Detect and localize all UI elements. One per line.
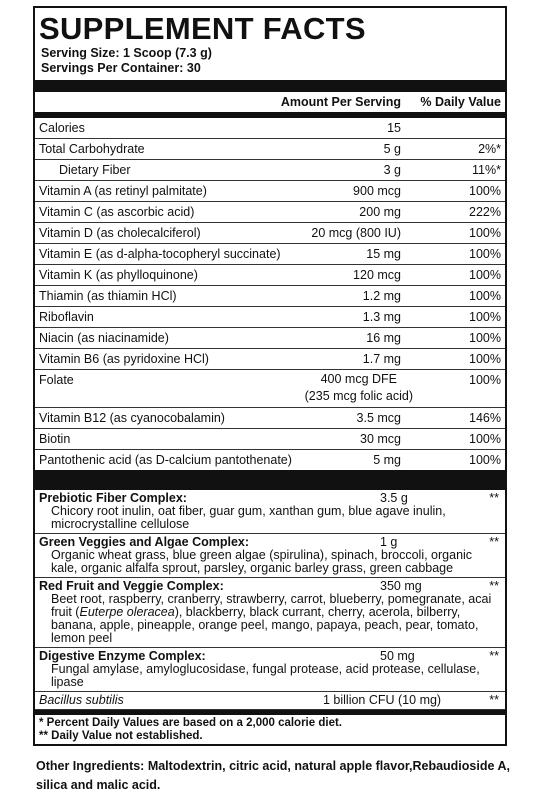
nutrient-name: Vitamin B12 (as cyanocobalamin) — [39, 411, 225, 425]
nutrient-dv: 100% — [469, 453, 501, 467]
nutrient-row — [35, 370, 505, 408]
bacillus-name: Bacillus subtilis — [39, 693, 124, 707]
nutrient-row — [35, 286, 505, 307]
blend-row — [35, 648, 505, 692]
bacillus-dv: ** — [489, 693, 499, 707]
nutrient-row — [35, 265, 505, 286]
nutrient-name: Thiamin (as thiamin HCl) — [39, 289, 177, 303]
nutrient-dv: 11%* — [472, 163, 501, 177]
blend-amount: 3.5 g — [380, 491, 408, 505]
blend-name: Digestive Enzyme Complex: — [39, 649, 206, 663]
nutrient-amount: 3.5 mcg — [356, 411, 401, 425]
folate-amount-detail: (235 mcg folic acid) — [304, 389, 413, 403]
nutrient-dv: 100% — [469, 352, 501, 366]
nutrient-name: Vitamin E (as d-alpha-tocopheryl succinate) — [39, 247, 281, 261]
bacillus-amount: 1 billion CFU (10 mg) — [323, 693, 442, 707]
thick-divider — [35, 470, 505, 490]
blend-row — [35, 578, 505, 648]
nutrient-name: Folate — [39, 373, 74, 387]
blend-amount: 1 g — [380, 535, 398, 549]
nutrient-row — [35, 118, 505, 139]
nutrient-row — [35, 223, 505, 244]
nutrient-amount: 900 mcg — [353, 184, 401, 198]
nutrient-amount: 1.3 mg — [362, 310, 401, 324]
nutrient-name: Pantothenic acid (as D-calcium pantothenate) — [39, 453, 292, 467]
panel-title: SUPPLEMENT FACTS — [39, 11, 366, 46]
nutrient-dv: 100% — [469, 268, 501, 282]
serving-size: Serving Size: 1 Scoop (7.3 g) — [41, 46, 212, 60]
nutrient-dv: 100% — [469, 310, 501, 324]
other-ingredients-text: Maltodextrin, citric acid, natural apple flavor,Rebaudioside A, silica and malic acid. — [36, 759, 510, 792]
nutrient-dv: 2%* — [478, 142, 501, 156]
blend-name: Green Veggies and Algae Complex: — [39, 535, 250, 549]
blend-dv: ** — [489, 535, 499, 549]
blend-row — [35, 490, 505, 534]
dv-header: % Daily Value — [420, 95, 501, 109]
nutrient-row — [35, 139, 505, 160]
nutrient-row — [35, 328, 505, 349]
nutrient-dv: 100% — [469, 331, 501, 345]
nutrient-dv: 100% — [469, 184, 501, 198]
folate-amount: 400 mcg DFE — [320, 372, 398, 386]
blend-amount: 350 mg — [380, 579, 422, 593]
nutrient-row — [35, 408, 505, 429]
servings-per-container: Servings Per Container: 30 — [41, 61, 201, 75]
nutrient-amount — [305, 371, 413, 405]
blend-dv: ** — [489, 579, 499, 593]
nutrient-amount: 1.2 mg — [362, 289, 401, 303]
blend-name: Prebiotic Fiber Complex: — [39, 491, 187, 505]
nutrient-amount: 20 mcg (800 IU) — [311, 226, 401, 240]
nutrient-row — [35, 160, 505, 181]
column-header — [35, 92, 505, 112]
nutrient-table — [35, 118, 505, 470]
nutrient-row — [35, 349, 505, 370]
nutrient-name: Vitamin D (as cholecalciferol) — [39, 226, 201, 240]
ingredients-italic: Euterpe oleracea — [79, 605, 175, 619]
nutrient-row — [35, 202, 505, 223]
blend-dv: ** — [489, 649, 499, 663]
nutrient-dv: 100% — [469, 247, 501, 261]
blend-ingredients: Chicory root inulin, oat fiber, guar gum, xanthan gum, blue agave inulin, microcrystalline cellulose — [51, 504, 446, 531]
nutrient-amount: 30 mcg — [360, 432, 401, 446]
blend-ingredients: Organic wheat grass, blue green algae (spirulina), spinach, broccoli, organic kale, organic alfalfa sprout, parsley, organic barley grass, green cabbage — [51, 548, 473, 575]
nutrient-amount: 16 mg — [366, 331, 401, 345]
nutrient-name: Biotin — [39, 432, 71, 446]
blend-dv: ** — [489, 491, 499, 505]
nutrient-amount: 3 g — [383, 163, 401, 177]
nutrient-dv: 146% — [469, 411, 501, 425]
nutrient-amount: 15 mg — [366, 247, 401, 261]
nutrient-name: Niacin (as niacinamide) — [39, 331, 169, 345]
nutrient-name: Calories — [39, 121, 85, 135]
nutrient-name: Vitamin K (as phylloquinone) — [39, 268, 198, 282]
nutrient-name: Total Carbohydrate — [39, 142, 145, 156]
other-ingredients-label: Other Ingredients: — [36, 759, 145, 773]
nutrient-dv: 100% — [469, 289, 501, 303]
other-ingredients — [36, 757, 526, 795]
blend-ingredients: Fungal amylase, amyloglucosidase, fungal protease, acid protease, cellulase, lipase — [51, 662, 480, 689]
nutrient-amount: 1.7 mg — [362, 352, 401, 366]
nutrient-name: Dietary Fiber — [59, 163, 131, 177]
nutrient-name: Riboflavin — [39, 310, 94, 324]
nutrient-row — [35, 450, 505, 470]
blend-ingredients — [39, 593, 501, 645]
nutrient-dv: 100% — [469, 432, 501, 446]
nutrient-dv: 222% — [469, 205, 501, 219]
amount-header: Amount Per Serving — [280, 95, 401, 109]
supplement-facts-panel — [33, 6, 507, 746]
nutrient-row — [35, 181, 505, 202]
footnote: * Percent Daily Values are based on a 2,000 calorie diet. — [39, 717, 342, 729]
nutrient-amount: 200 mg — [359, 205, 401, 219]
nutrient-amount: 5 g — [383, 142, 401, 156]
nutrient-row — [35, 244, 505, 265]
ingredients-text: ), blackberry, black currant, cherry, acerola, bilberry, banana, apple, pineapple, orange peel, mango, papaya, peach, pear, tomato, lemon peel — [51, 605, 479, 645]
thick-divider — [35, 80, 505, 92]
footnotes — [35, 715, 505, 745]
bacillus-row — [35, 692, 505, 710]
nutrient-amount: 15 — [387, 121, 401, 135]
nutrient-amount: 5 mg — [373, 453, 401, 467]
blend-row — [35, 534, 505, 578]
nutrient-row — [35, 307, 505, 328]
blend-name: Red Fruit and Veggie Complex: — [39, 579, 224, 593]
nutrient-amount: 120 mcg — [353, 268, 401, 282]
nutrient-dv: 100% — [469, 226, 501, 240]
ingredients-text: Beet root, raspberry, cranberry, strawberry, carrot, blueberry, pomegranate, acai fruit ( — [51, 592, 492, 619]
blend-amount: 50 mg — [380, 649, 415, 663]
footnote: ** Daily Value not established. — [39, 730, 203, 742]
nutrient-dv: 100% — [469, 373, 501, 387]
nutrient-name: Vitamin A (as retinyl palmitate) — [39, 184, 207, 198]
nutrient-name: Vitamin C (as ascorbic acid) — [39, 205, 195, 219]
nutrient-name: Vitamin B6 (as pyridoxine HCl) — [39, 352, 209, 366]
nutrient-row — [35, 429, 505, 450]
